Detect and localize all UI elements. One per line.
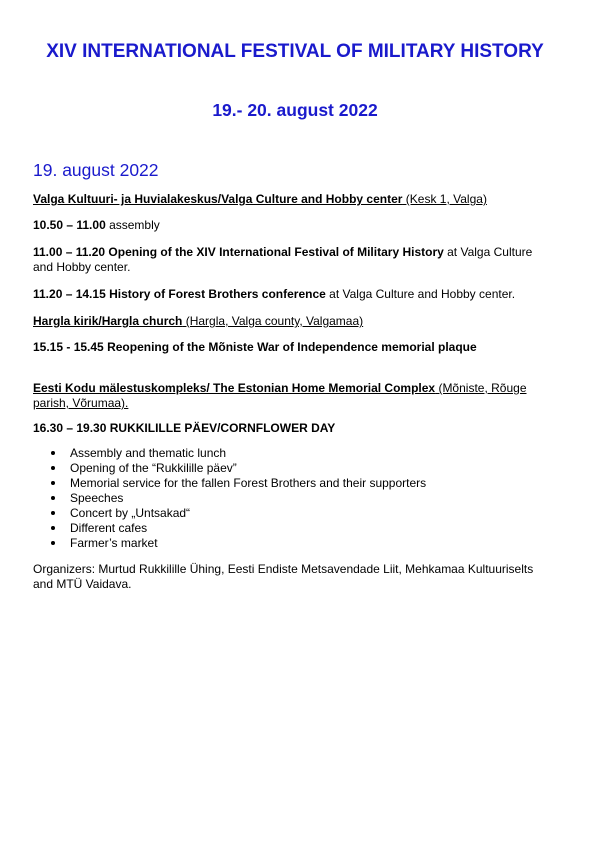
bullet-icon [51,466,55,470]
bullet-icon [51,526,55,530]
list-item: Different cafes [33,521,553,536]
list-item: Assembly and thematic lunch [33,446,553,461]
event-opening-title: Opening of the XIV International Festival of Military History [105,245,444,259]
event-conference [33,287,553,302]
venue-estonian-home [33,381,553,411]
event-opening-time: 11.00 – 11.20 [33,245,106,259]
list-item: Opening of the “Rukkilille päev” [33,461,553,476]
bullet-icon [51,451,55,455]
bullet-icon [51,481,55,485]
bullet-icon [51,541,55,545]
festival-dates: 19.- 20. august 2022 [212,100,378,120]
event-assembly-text: assembly [105,218,160,232]
event-cornflower-day [33,421,553,436]
program-list [33,446,553,551]
venue-estonian-home-name: Eesti Kodu mälestuskompleks/ The Estonian Home Memorial Complex [33,381,436,395]
event-reopening-time: 15.15 - 15.45 [33,340,104,354]
event-reopening-title: Reopening of the Mõniste War of Independence memorial plaque [103,340,477,354]
venue-valga [33,192,553,207]
event-reopening [33,340,553,355]
event-assembly-time: 10.50 – 11.00 [33,218,106,232]
venue-valga-name: Valga Kultuuri- ja Huvialakeskus/Valga Culture and Hobby center [33,192,403,206]
venue-hargla-name: Hargla kirik/Hargla church [33,314,183,328]
event-conference-title: History of Forest Brothers conference [105,287,326,301]
event-conference-time: 11.20 – 14.15 [33,287,106,301]
event-assembly [33,218,553,233]
list-item: Speeches [33,491,553,506]
event-cornflower-time: 16.30 – 19.30 [33,421,107,435]
venue-hargla [33,314,553,329]
organizers-text: Organizers: Murtud Rukkilille Ühing, Eesti Endiste Metsavendade Liit, Mehkamaa Kultuuriselts and MTÜ Vaidava. [33,562,534,591]
event-opening-location: at Valga Culture and Hobby center. [33,245,533,274]
venue-valga-address: (Kesk 1, Valga) [402,192,487,206]
list-item: Memorial service for the fallen Forest Brothers and their supporters [33,476,553,491]
bullet-icon [51,511,55,515]
event-conference-location: at Valga Culture and Hobby center. [325,287,516,301]
list-item: Concert by „Untsakad“ [33,506,553,521]
festival-title: XIV INTERNATIONAL FESTIVAL OF MILITARY HISTORY [46,41,544,62]
venue-hargla-address: (Hargla, Valga county, Valgamaa) [182,314,364,328]
list-item: Farmer’s market [33,536,553,551]
event-opening [33,245,553,275]
bullet-icon [51,496,55,500]
day-heading: 19. august 2022 [33,160,159,180]
event-cornflower-title: RUKKILILLE PÄEV/CORNFLOWER DAY [106,421,336,435]
venue-estonian-home-address: (Mõniste, Rõuge parish, Võrumaa). [33,381,527,410]
